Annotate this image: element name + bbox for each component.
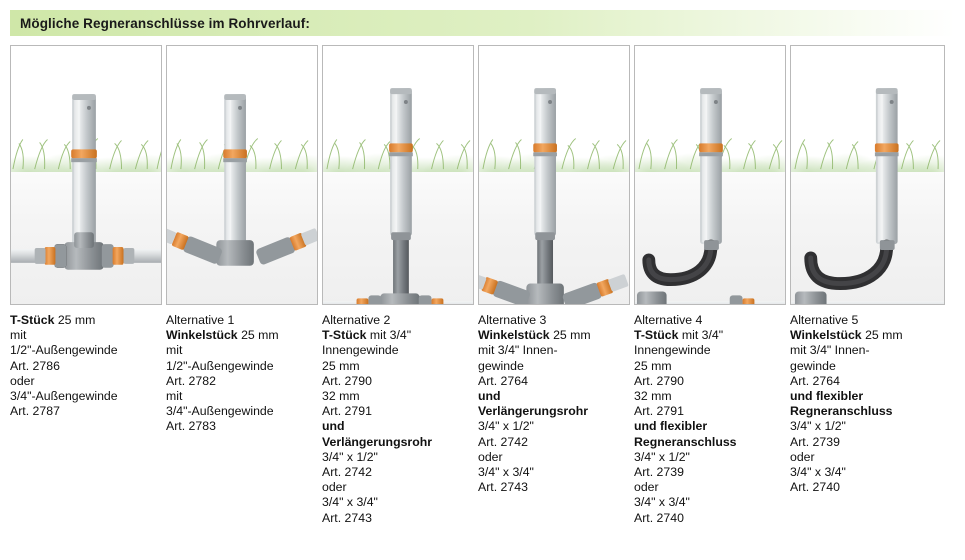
caption-bold-term: Verlängerungsrohr [322, 434, 433, 449]
caption-line: Art. 2739 [790, 434, 840, 449]
illustration-panel-2 [166, 45, 318, 305]
caption-line [478, 404, 624, 419]
grass-blades-icon [795, 138, 940, 169]
caption-line: Art. 2783 [166, 419, 216, 434]
caption-bold-term: und flexibler [634, 419, 708, 434]
caption-line: gewinde [478, 358, 524, 373]
illustration-panel-6 [790, 45, 945, 305]
caption-line: Art. 2782 [166, 373, 216, 388]
caption-line: 3/4" x 3/4" [634, 495, 690, 510]
caption-bold-term: Winkelstück [790, 328, 862, 343]
illustration-panel-5 [634, 45, 786, 305]
caption-line: 32 mm [322, 389, 360, 404]
caption-panel-3 [322, 313, 474, 526]
caption-line [478, 389, 624, 404]
caption-line [634, 435, 780, 450]
caption-bold-term: und [322, 419, 345, 434]
caption-line: 3/4" x 1/2" [322, 449, 378, 464]
caption-line: oder [10, 373, 35, 388]
caption-line: mit [10, 328, 27, 343]
caption-line: oder [322, 480, 347, 495]
caption-line: mit [166, 343, 183, 358]
illustration-panel-4 [478, 45, 630, 305]
caption-line: mit 3/4" Innen- [790, 343, 870, 358]
caption-line [790, 328, 939, 343]
caption-line: Innengewinde [322, 343, 399, 358]
caption-bold-term: Winkelstück [166, 328, 238, 343]
caption-bold-term: und [478, 389, 501, 404]
caption-line: Art. 2764 [790, 373, 840, 388]
caption-line: Art. 2740 [790, 480, 840, 495]
caption-line: 32 mm [634, 389, 672, 404]
caption-line: Art. 2791 [634, 404, 684, 419]
caption-line [10, 313, 156, 328]
caption-line: Art. 2740 [634, 510, 684, 525]
caption-suffix: 25 mm [237, 328, 279, 343]
illustration-panel-1 [10, 45, 162, 305]
caption-line: 1/2"-Außengewinde [10, 343, 118, 358]
diagram-elbow-extension-riser [479, 46, 629, 304]
caption-line: Alternative 4 [634, 313, 703, 327]
caption-line: 25 mm [322, 358, 360, 373]
diagram-tee-extension-riser [323, 46, 473, 304]
caption-line: Art. 2743 [322, 510, 372, 525]
caption-suffix: 25 mm [54, 313, 96, 327]
caption-line: oder [634, 480, 659, 495]
caption-line [634, 419, 780, 434]
caption-line: mit [166, 389, 183, 404]
caption-panel-1 [10, 313, 162, 526]
caption-suffix: 25 mm [549, 328, 591, 343]
caption-line: 3/4" x 3/4" [322, 495, 378, 510]
diagram-tee-straight-riser [11, 46, 161, 304]
panel-row [10, 45, 957, 305]
caption-line: Art. 2764 [478, 373, 528, 388]
caption-line [322, 328, 468, 343]
caption-line [166, 328, 312, 343]
caption-line: 3/4" x 1/2" [634, 449, 690, 464]
caption-bold-term: T-Stück [10, 313, 55, 327]
caption-line: Alternative 3 [478, 313, 547, 327]
caption-line: Alternative 1 [166, 313, 235, 327]
caption-line: oder [790, 449, 815, 464]
caption-line: Art. 2786 [10, 358, 60, 373]
caption-bold-term: Winkelstück [478, 328, 550, 343]
caption-panel-5 [634, 313, 786, 526]
caption-line [322, 419, 468, 434]
caption-line: Art. 2790 [634, 373, 684, 388]
caption-line: Alternative 5 [790, 313, 859, 327]
diagram-elbow-straight-riser [167, 46, 317, 304]
caption-suffix: 25 mm [861, 328, 903, 343]
caption-line: 3/4"-Außengewinde [10, 389, 118, 404]
caption-line: mit 3/4" Innen- [478, 343, 558, 358]
illustration-panel-3 [322, 45, 474, 305]
caption-line: 3/4" x 1/2" [478, 419, 534, 434]
caption-line: 3/4" x 3/4" [790, 465, 846, 480]
caption-line: gewinde [790, 358, 836, 373]
caption-line: Art. 2742 [478, 434, 528, 449]
section-header-banner [10, 10, 955, 36]
caption-panel-2 [166, 313, 318, 526]
caption-line: Art. 2791 [322, 404, 372, 419]
caption-line: 1/2"-Außengewinde [166, 358, 274, 373]
caption-suffix: mit 3/4" [366, 328, 412, 343]
page-title: Mögliche Regneranschlüsse im Rohrverlauf: [20, 15, 310, 31]
caption-bold-term: Verlängerungsrohr [478, 404, 589, 419]
caption-line: 3/4" x 1/2" [790, 419, 846, 434]
caption-line: 3/4" x 3/4" [478, 465, 534, 480]
caption-row [10, 313, 957, 526]
diagram-elbow-flexible-hose [791, 46, 944, 304]
caption-line: Art. 2790 [322, 373, 372, 388]
caption-line: 3/4"-Außengewinde [166, 404, 274, 419]
caption-bold-term: T-Stück [322, 328, 367, 343]
caption-line: 25 mm [634, 358, 672, 373]
caption-bold-term: und flexibler [790, 389, 864, 404]
caption-bold-term: Regneranschluss [634, 434, 737, 449]
caption-line [322, 435, 468, 450]
diagram-tee-flexible-hose [635, 46, 785, 304]
caption-line [478, 328, 624, 343]
caption-bold-term: T-Stück [634, 328, 679, 343]
caption-panel-4 [478, 313, 630, 526]
caption-line: Alternative 2 [322, 313, 391, 327]
caption-panel-6 [790, 313, 945, 526]
caption-line: Art. 2787 [10, 404, 60, 419]
caption-line: Art. 2742 [322, 465, 372, 480]
caption-suffix: mit 3/4" [678, 328, 724, 343]
caption-line: Innengewinde [634, 343, 711, 358]
caption-line: oder [478, 449, 503, 464]
caption-line [790, 389, 939, 404]
caption-line: Art. 2739 [634, 465, 684, 480]
caption-line [790, 404, 939, 419]
caption-line: Art. 2743 [478, 480, 528, 495]
caption-bold-term: Regneranschluss [790, 404, 893, 419]
caption-line [634, 328, 780, 343]
